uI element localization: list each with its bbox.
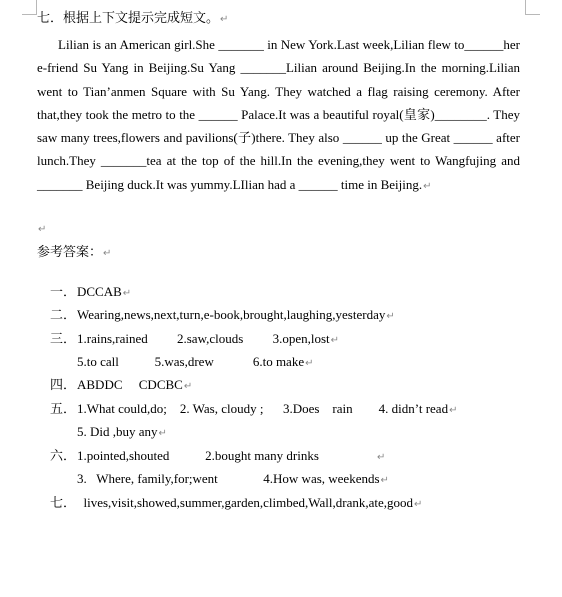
- paragraph-mark-icon: ↵: [158, 428, 167, 439]
- paragraph-mark-icon: ↵: [220, 14, 229, 25]
- answer-row-3-line-1: 三．1.rains,rained 2.saw,clouds 3.open,lost↵: [50, 331, 340, 346]
- answer-row-1: 一．DCCAB↵: [50, 284, 132, 299]
- answer-row-4: 四．ABDDC CDCBC↵: [50, 377, 193, 392]
- paragraph-mark-icon: ↵: [423, 180, 432, 192]
- answer-row-6-line-1: 六．1.pointed,shouted 2.bought many drinks ↵: [50, 448, 386, 463]
- page-corner-mark-left: [22, 0, 37, 15]
- page-corner-mark-right: [525, 0, 540, 15]
- paragraph-mark-icon: ↵: [449, 405, 458, 416]
- answer-row-6-line-2: 3. Where, family,for;went 4.How was, weekends↵: [77, 471, 389, 486]
- cloze-passage: [37, 33, 520, 198]
- paragraph-mark-icon: ↵: [122, 288, 132, 299]
- paragraph-mark-icon: ↵: [38, 224, 47, 235]
- paragraph-mark-icon: ↵: [376, 452, 386, 463]
- answer-row-3-line-2: 5.to call 5.was,drew 6.to make↵: [77, 354, 314, 369]
- paragraph-mark-icon: ↵: [330, 335, 340, 346]
- answer-row-5-line-1: 五．1.What could,do; 2. Was, cloudy ; 3.Does rain 4. didn’t read↵: [50, 401, 458, 416]
- answers-heading: 参考答案：↵: [37, 244, 112, 259]
- answer-row-2: 二．Wearing,news,next,turn,e-book,brought,laughing,yesterday↵: [50, 307, 395, 322]
- paragraph-mark-icon: ↵: [103, 248, 112, 259]
- paragraph-mark-icon: ↵: [380, 475, 389, 486]
- answer-row-7: 七． lives,visit,showed,summer,garden,climbed,Wall,drank,ate,good↵: [50, 495, 423, 510]
- paragraph-mark-icon: ↵: [183, 381, 193, 392]
- answer-row-5-line-2: 5. Did ,buy any↵: [77, 424, 167, 439]
- section7-heading: 七．根据上下文提示完成短文。↵: [37, 10, 229, 25]
- empty-paragraph: [37, 220, 46, 238]
- paragraph-mark-icon: ↵: [414, 499, 423, 510]
- paragraph-mark-icon: ↵: [386, 311, 395, 322]
- passage-text: Lilian is an American girl.She _______ in New York.Last week,Lilian flew to______her e-friend Su Yang in Beijing.Su Yang _______Lilian around Beijing.In the morning.Lilian went to Tian’anmen Square with Su Yang. They watched a flag raising ceremony. After that,they took the metro to the ______ Palace.It was a beautiful royal(皇家)________. They saw many trees,flowers and pavilions(子)there. They also ______ up the Great ______ after lunch.They _______tea at the top of the hill.In the evening,they went to Wangfujing and _______ Beijing duck.It was yummy.LIlian had a ______ time in Beijing.: [37, 37, 520, 192]
- paragraph-mark-icon: ↵: [305, 358, 314, 369]
